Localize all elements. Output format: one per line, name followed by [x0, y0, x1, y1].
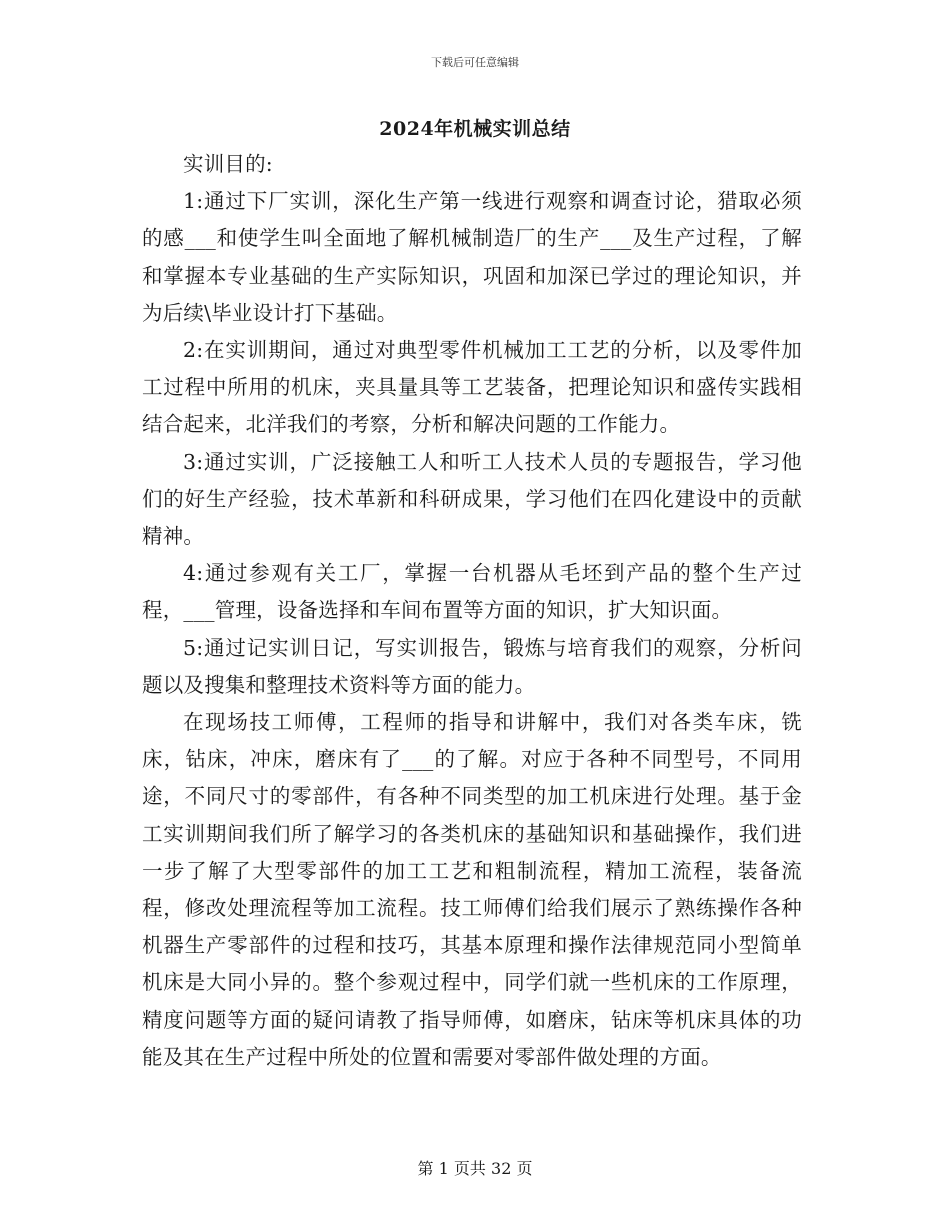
footer-total-pages: 32	[491, 1159, 512, 1178]
paragraph-purpose-3: 3:通过实训，广泛接触工人和听工人技术人员的专题报告，学习他们的好生产经验，技术革新和科研成果，学习他们在四化建设中的贡献精神。	[142, 449, 802, 549]
document-body	[142, 146, 802, 1076]
footer-suffix: 页	[516, 1159, 533, 1178]
paragraph-purpose-4: 4:通过参观有关工厂，掌握一台机器从毛坯到产品的整个生产过程，___管理，设备选择和车间布置等方面的知识，扩大知识面。	[142, 561, 802, 623]
paragraph-purpose-5: 5:通过记实训日记，写实训报告，锻炼与培育我们的观察，分析问题以及搜集和整理技术资料等方面的能力。	[142, 635, 802, 697]
document-title: 2024年机械实训总结	[379, 118, 571, 140]
header-note: 下载后可任意编辑	[431, 56, 519, 69]
paragraph-purpose-heading: 实训目的:	[183, 152, 273, 176]
footer-current-page: 1	[438, 1159, 449, 1178]
paragraph-purpose-1: 1:通过下厂实训，深化生产第一线进行观察和调查讨论，猎取必须的感___和使学生叫全面地了解机械制造厂的生产___及生产过程，了解和掌握本专业基础的生产实际知识，巩固和加深已学过的理论知识，并为后续\毕业设计打下基础。	[142, 189, 802, 325]
page-footer	[0, 1156, 950, 1179]
footer-middle: 页共	[453, 1159, 486, 1178]
paragraph-purpose-2: 2:在实训期间，通过对典型零件机械加工工艺的分析，以及零件加工过程中所用的机床，夹具量具等工艺装备，把理论知识和盛传实践相结合起来，北洋我们的考察，分析和解决问题的工作能力。	[142, 338, 802, 437]
footer-prefix: 第	[417, 1159, 434, 1178]
paragraph-site-visit: 在现场技工师傅，工程师的指导和讲解中，我们对各类车床，铣床，钻床，冲床，磨床有了___的了解。对应于各种不同型号，不同用途，不同尺寸的零部件，有各种不同类型的加工机床进行处理。基于金工实训期间我们所了解学习的各类机床的基础知识和基础操作，我们进一步了解了大型零部件的加工工艺和粗制流程，精加工流程，装备流程，修改处理流程等加工流程。技工师傅们给我们展示了熟练操作各种机器生产零部件的过程和技巧，其基本原理和操作法律规范同小型简单机床是大同小异的。整个参观过程中，同学们就一些机床的工作原理，精度问题等方面的疑问请教了指导师傅，如磨床，钻床等机床具体的功能及其在生产过程中所处的位置和需要对零部件做处理的方面。	[142, 710, 802, 1069]
